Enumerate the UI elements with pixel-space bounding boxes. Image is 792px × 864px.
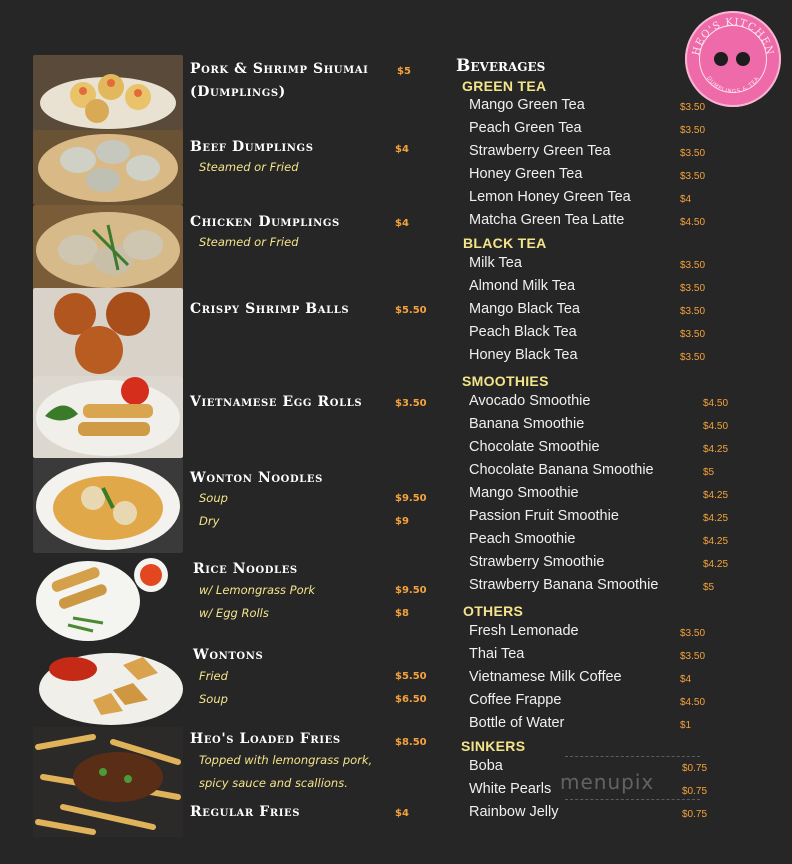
beverage-name: Chocolate Smoothie (469, 439, 600, 455)
food-item-option: Fried (199, 669, 228, 683)
beverage-price: $4.50 (703, 398, 729, 409)
beverage-name: Lemon Honey Green Tea (469, 189, 631, 205)
beverage-name: Strawberry Smoothie (469, 554, 605, 570)
food-item-name: Beef Dumplings (190, 139, 314, 155)
beverage-price: $4 (680, 674, 692, 685)
wonton-noodles-photo (33, 458, 183, 553)
beverage-price: $3.50 (680, 628, 706, 639)
beverage-name: Vietnamese Milk Coffee (469, 669, 622, 685)
beverage-name: Honey Green Tea (469, 166, 583, 182)
food-item-name: Rice Noodles (193, 561, 298, 577)
rice-noodles-photo (33, 553, 183, 643)
beverage-price: $3.50 (680, 148, 706, 159)
beverage-name: Thai Tea (469, 646, 525, 662)
food-item-option: Soup (199, 692, 228, 706)
food-item-name: Crispy Shrimp Balls (190, 301, 350, 317)
beverage-name: Almond Milk Tea (469, 278, 576, 294)
beverage-name: Strawberry Green Tea (469, 143, 611, 159)
beverage-name: Honey Black Tea (469, 347, 578, 363)
beverage-name: Peach Smoothie (469, 531, 576, 547)
food-item-option: Dry (199, 514, 220, 528)
section-black-tea: BLACK TEA (463, 235, 547, 251)
beverage-price: $4.25 (703, 490, 729, 501)
beverages-title: Beverages (456, 56, 546, 76)
beverage-price: $4.50 (680, 697, 706, 708)
beverage-name: Peach Green Tea (469, 120, 582, 136)
beverage-name: Mango Black Tea (469, 301, 580, 317)
shrimp-balls-photo (33, 288, 183, 378)
food-item-subtitle: Steamed or Fried (199, 235, 299, 249)
food-item-name: Heo's Loaded Fries (190, 731, 341, 747)
beverage-price: $3.50 (680, 329, 706, 340)
food-item-option: w/ Lemongrass Pork (199, 583, 316, 597)
watermark-line (565, 756, 700, 757)
logo-subtext: DUMPLINGS & TEA (705, 75, 761, 96)
beverage-price: $3.50 (680, 171, 706, 182)
food-item-price: $9.50 (395, 493, 427, 504)
beverage-name: White Pearls (469, 781, 552, 797)
food-item-price: $5.50 (395, 305, 427, 316)
food-item-name: Chicken Dumplings (190, 214, 340, 230)
food-item-price: $6.50 (395, 694, 427, 705)
food-item-price: $5 (397, 66, 411, 77)
food-item-option: w/ Egg Rolls (199, 606, 269, 620)
food-item-name: Pork & Shrimp Shumai (190, 61, 369, 77)
section-sinkers: SINKERS (461, 738, 526, 754)
food-item-price: $9.50 (395, 585, 427, 596)
beverage-price: $4.25 (703, 444, 729, 455)
food-item-price: $8 (395, 608, 409, 619)
beverage-price: $5 (703, 467, 715, 478)
food-item-description: Topped with lemongrass pork, (199, 753, 373, 767)
beverage-name: Boba (469, 758, 503, 774)
beverage-price: $4.25 (703, 559, 729, 570)
food-item-name: Vietnamese Egg Rolls (190, 394, 363, 410)
beverage-name: Milk Tea (469, 255, 522, 271)
chicken-dumplings-photo (33, 205, 183, 290)
logo-text: HEO'S KITCHEN (691, 16, 775, 57)
beverage-price: $3.50 (680, 306, 706, 317)
beverage-price: $0.75 (682, 786, 708, 797)
beverage-name: Avocado Smoothie (469, 393, 591, 409)
beverage-name: Rainbow Jelly (469, 804, 559, 820)
beverage-price: $3.50 (680, 102, 706, 113)
beverage-price: $4.25 (703, 513, 729, 524)
food-item-price: $5.50 (395, 671, 427, 682)
beverage-name: Coffee Frappe (469, 692, 562, 708)
beverage-price: $4 (680, 194, 692, 205)
food-item-name: Wonton Noodles (190, 470, 323, 486)
beverage-price: $3.50 (680, 283, 706, 294)
beef-dumplings-photo (33, 130, 183, 205)
food-item-price: $3.50 (395, 398, 427, 409)
section-others: OTHERS (463, 603, 524, 619)
wontons-photo (33, 645, 183, 727)
beverage-name: Fresh Lemonade (469, 623, 579, 639)
beverage-price: $0.75 (682, 809, 708, 820)
beverage-price: $4.50 (680, 217, 706, 228)
beverage-name: Mango Smoothie (469, 485, 579, 501)
food-item-name-cont: (Dumplings) (190, 84, 286, 100)
beverage-price: $3.50 (680, 125, 706, 136)
egg-rolls-photo (33, 376, 183, 458)
beverage-name: Matcha Green Tea Latte (469, 212, 625, 228)
beverage-price: $0.75 (682, 763, 708, 774)
beverage-price: $3.50 (680, 260, 706, 271)
beverage-price: $4.25 (703, 536, 729, 547)
restaurant-logo (685, 11, 781, 107)
food-item-name: Wontons (193, 647, 264, 663)
beverage-price: $3.50 (680, 651, 706, 662)
food-item-price: $4 (395, 808, 409, 819)
food-item-price: $4 (395, 218, 409, 229)
food-item-subtitle: Steamed or Fried (199, 160, 299, 174)
beverage-name: Bottle of Water (469, 715, 565, 731)
shumai-photo (33, 55, 183, 132)
loaded-fries-photo (33, 727, 183, 837)
beverage-name: Peach Black Tea (469, 324, 577, 340)
section-smoothies: SMOOTHIES (462, 373, 549, 389)
beverage-name: Banana Smoothie (469, 416, 585, 432)
beverage-name: Strawberry Banana Smoothie (469, 577, 659, 593)
beverage-name: Mango Green Tea (469, 97, 585, 113)
beverage-price: $1 (680, 720, 692, 731)
beverage-price: $4.50 (703, 421, 729, 432)
food-item-price: $8.50 (395, 737, 427, 748)
food-item-price: $4 (395, 144, 409, 155)
beverage-price: $3.50 (680, 352, 706, 363)
section-green-tea: GREEN TEA (462, 78, 547, 94)
beverage-price: $5 (703, 582, 715, 593)
beverage-name: Passion Fruit Smoothie (469, 508, 619, 524)
watermark: menupix (560, 770, 655, 794)
beverage-name: Chocolate Banana Smoothie (469, 462, 654, 478)
food-item-name: Regular Fries (190, 804, 301, 820)
food-item-description: spicy sauce and scallions. (199, 776, 348, 790)
svg-text:DUMPLINGS & TEA (705, 76, 761, 96)
svg-text:HEO'S KITCHEN (691, 17, 775, 57)
food-item-price: $9 (395, 516, 409, 527)
watermark-line (565, 799, 700, 800)
food-item-option: Soup (199, 491, 228, 505)
